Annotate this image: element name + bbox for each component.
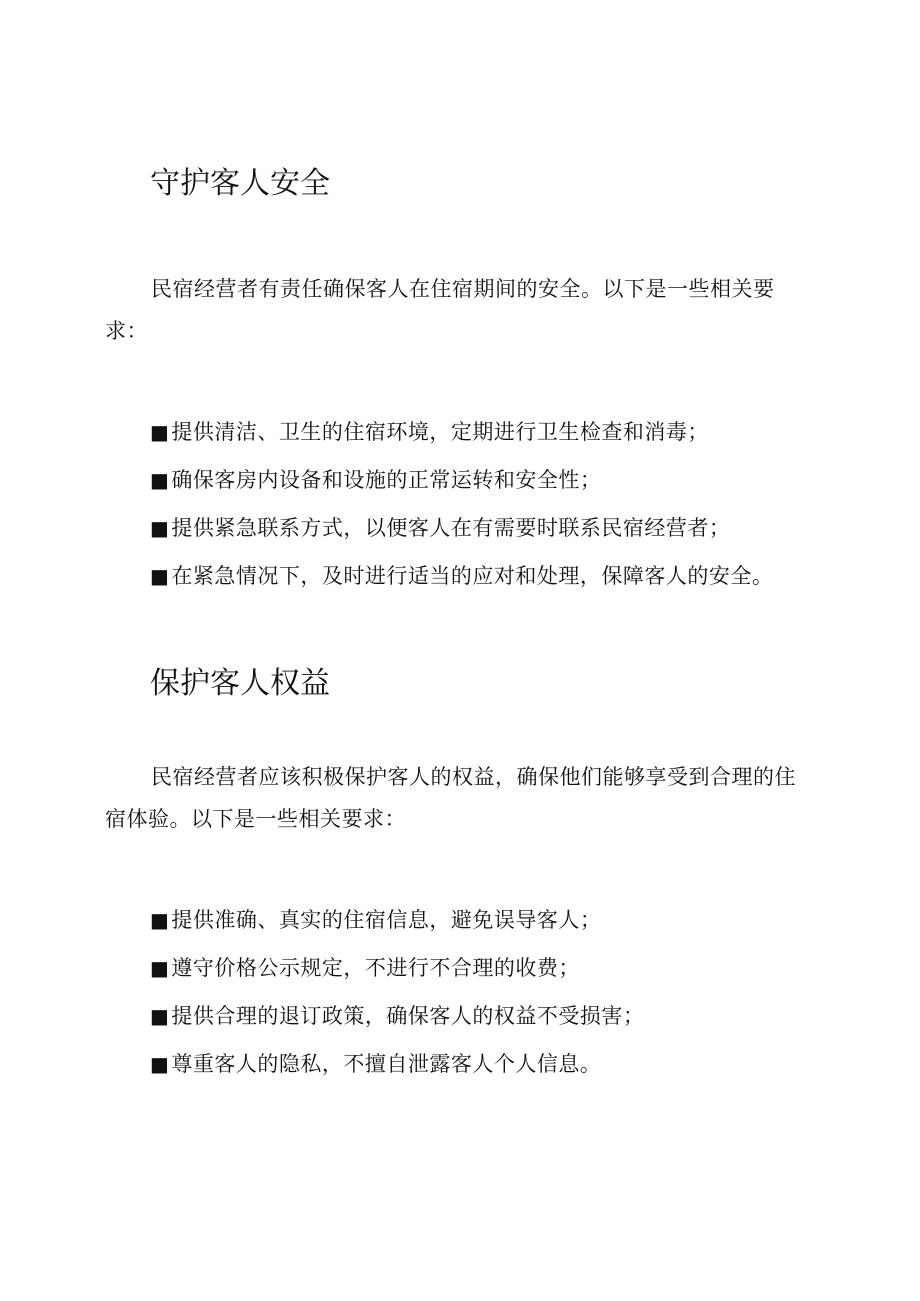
list-item — [150, 456, 773, 504]
square-bullet-icon: ■ — [150, 516, 170, 540]
list-item-text: 确保客房内设备和设施的正常运转和安全性； — [171, 468, 602, 492]
square-bullet-icon: ■ — [150, 1052, 170, 1076]
list-item — [150, 944, 644, 992]
square-bullet-icon: ■ — [150, 420, 170, 444]
section-title-guest-rights: 保护客人权益 — [150, 666, 330, 701]
section-title-guest-safety: 守护客人安全 — [150, 166, 330, 201]
list-item-text: 提供紧急联系方式，以便客人在有需要时联系民宿经营者； — [171, 516, 731, 540]
bullet-list-guest-safety — [150, 408, 773, 600]
list-item-text: 提供准确、真实的住宿信息，避免误导客人； — [171, 908, 602, 932]
list-item — [150, 896, 644, 944]
list-item-text: 在紧急情况下，及时进行适当的应对和处理，保障客人的安全。 — [171, 564, 774, 588]
list-item-text: 提供合理的退订政策，确保客人的权益不受损害； — [171, 1004, 645, 1028]
list-item — [150, 552, 773, 600]
list-item — [150, 1040, 644, 1088]
list-item-text: 遵守价格公示规定，不进行不合理的收费； — [171, 956, 580, 980]
list-item-text: 提供清洁、卫生的住宿环境，定期进行卫生检查和消毒； — [171, 420, 709, 444]
list-item — [150, 408, 773, 456]
list-item — [150, 992, 644, 1040]
square-bullet-icon: ■ — [150, 1004, 170, 1028]
list-item — [150, 504, 773, 552]
square-bullet-icon: ■ — [150, 956, 170, 980]
bullet-list-guest-rights — [150, 896, 644, 1088]
square-bullet-icon: ■ — [150, 564, 170, 588]
list-item-text: 尊重客人的隐私，不擅自泄露客人个人信息。 — [171, 1052, 602, 1076]
square-bullet-icon: ■ — [150, 908, 170, 932]
section-intro-guest-rights: 民宿经营者应该积极保护客人的权益，确保他们能够享受到合理的住宿体验。以下是一些相关要求： — [105, 765, 796, 831]
square-bullet-icon: ■ — [150, 468, 170, 492]
section-intro-guest-safety: 民宿经营者有责任确保客人在住宿期间的安全。以下是一些相关要求： — [105, 277, 775, 343]
